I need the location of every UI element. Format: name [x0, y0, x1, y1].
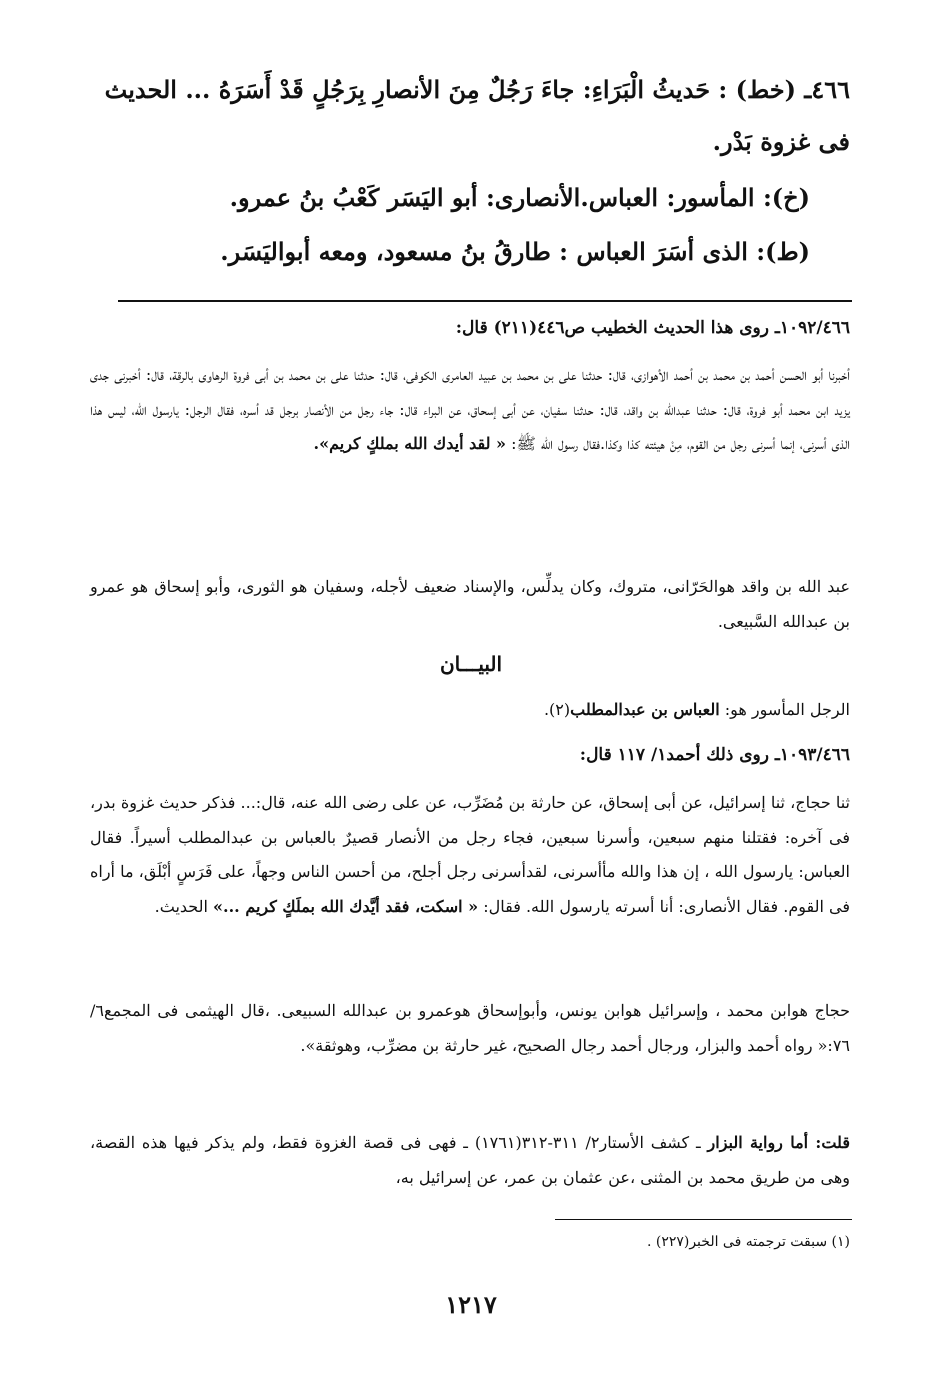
bayan-text: الرجل المأسور هو: [724, 700, 850, 719]
bayan-line [90, 700, 850, 719]
bayan-title: البيـــان [439, 652, 503, 676]
qult-text: ـ كشف الأستار٢/ ٣١١-٣١٢(١٧٦١) ـ فهى فى قصة الغزوة فقط، ولم يذكر فيها هذه القصة، وهى من طريق محمد بن المثنى ،عن عثمان بن عمر، عن إسرائيل به، [90, 1133, 850, 1187]
entry-2-quote: « اسكت، فقد أيَّدك الله بملَكٍ كريم ...» [213, 896, 479, 916]
header-line-4: (ط): الذى أسَرَ العباس : طارقُ بنُ مسعود، ومعه أبواليَسَر. [220, 237, 810, 266]
bayan-name: العباس بن عبدالمطلب [570, 700, 720, 719]
entry-1-paragraph-1 [90, 358, 850, 462]
entry-2-heading: ١٠٩٣/٤٦٦ـ روى ذلك أحمد١/ ١١٧ قال: [579, 745, 850, 765]
qult-label: قلت: أما رواية البزار [707, 1133, 850, 1152]
entry-2-paragraph-1-text: ثنا حجاج، ثنا إسرائيل، عن أبى إسحاق، عن حارثة بن مُضَرِّب، عن على رضى الله عنه، قال:... فذكر حديث غزوة بدر، فى آخره: فقتلنا منهم سبعين، وأسرنا سبعين، فجاء رجل من الأنصار قصيرٌ بالعباس بن عبدالمطلب أسيراً. فقال العباس: يارسول الله ، إن هذا والله مأأسرنى، لقدأسرنى رجل أجلح، من أحسن الناس وجهاً، على فَرَسٍ أبْلَق، ما أراه فى القوم. فقال الأنصارى: أنا أسرته يارسول الله. فقال: [90, 793, 851, 916]
footnote-divider [555, 1219, 852, 1220]
entry-2-paragraph-2: حجاج هوابن محمد ، وإسرائيل هوابن يونس، وأبوإسحاق هوعمرو بن عبدالله السبيعى. ،قال الهيثمى فى المجمع٦/ ٧٦:« رواه أحمد والبزار، ورجال أحمد رجال الصحيح، غير حارثة بن مضرِّب، وهوثقة». [90, 1001, 850, 1055]
header-line-1: ٤٦٦ـ (خط) : حَديثُ الْبَرَاءِ: جاءَ رَجُلٌ مِنَ الأنصارِ بِرَجُلٍ قَدْ أَسَرَهُ ... الحديث [104, 75, 850, 104]
header-line-3: (خ): المأسور: العباس.الأنصارى: أبو اليَسَر كَعْبُ بنُ عمرو. [229, 183, 810, 212]
entry-1-paragraph-2: عبد الله بن واقد هوالحَرّانى، متروك، وكان يدلِّس، والإسناد ضعيف لأجله، وسفيان هو الثورى، وأبو إسحاق هو عمرو بن عبدالله السَّبيعى. [90, 577, 851, 631]
header-line-2: فى غزوة بَدْر. [712, 127, 850, 156]
page-number: ١٢١٧ [445, 1290, 497, 1319]
header-divider [118, 300, 852, 302]
entry-1-heading: ١٠٩٢/٤٦٦ـ روى هذا الحديث الخطيب ص٤٤٦(٢١١) قال: [455, 318, 850, 338]
entry-2-paragraph-1 [90, 786, 850, 924]
entry-1-paragraph-1-text: أخبرنا أبو الحسن أحمد بن محمد بن أحمد الأهوازى، قال: حدثنا على بن محمد بن عبيد العامرى الكوفى، قال: حدثنا على بن محمد بن أبى فروة الرهاوى بالرقة، قال: أخبرنى جدى يزيد ابن محمد أبو فروة، قال: حدثنا عبدالله بن واقد، قال: حدثنا سفيان، عن أبى إسحاق، عن البراء قال: جاء رجل من الأنصار برجل قد أسره، فقال الرجل: يارسول الله، ليس هذا الذى أسرنى، إنما أسرنى رجل من القوم، مِنْ هيئته كذا وكذا.فقال رسول الله ﷺ: [90, 365, 851, 453]
footnote: (١) سبقت ترجمته فى الخبر(٢٢٧) . [646, 1234, 850, 1250]
entry-2-paragraph-1-tail: الحديث. [154, 896, 208, 916]
qult-paragraph [90, 1126, 850, 1195]
bayan-note-ref: (٢). [543, 700, 571, 719]
entry-1-quote: « لقد أيدك الله بملكٍ كريم». [313, 434, 507, 453]
